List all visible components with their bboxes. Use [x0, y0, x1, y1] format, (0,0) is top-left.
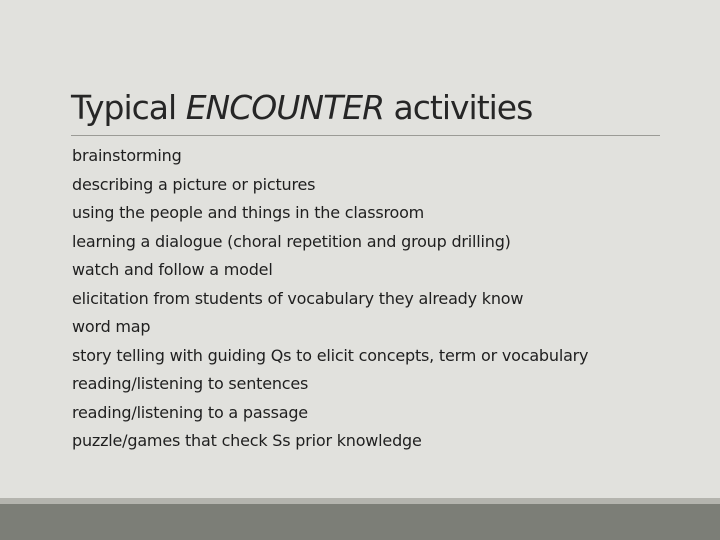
list-item: describing a picture or pictures [72, 174, 316, 194]
title-prefix: Typical [71, 88, 186, 127]
list-item: reading/listening to a passage [72, 402, 308, 422]
title-emphasis: ENCOUNTER [185, 88, 385, 127]
list-item: puzzle/games that check Ss prior knowledge [72, 431, 422, 450]
list-item: learning a dialogue (choral repetition and group drilling) [72, 231, 511, 251]
list-item: using the people and things in the classroom [72, 203, 425, 222]
activity-list [72, 142, 692, 456]
title-divider [71, 135, 660, 136]
list-item: brainstorming [72, 146, 182, 165]
footer-bar [0, 504, 720, 540]
list-item: reading/listening to sentences [72, 374, 309, 393]
list-item: elicitation from students of vocabulary they already know [72, 288, 524, 308]
list-item: word map [72, 317, 151, 336]
slide-title [71, 86, 671, 130]
list-item: story telling with guiding Qs to elicit concepts, term or vocabulary [72, 345, 589, 365]
title-suffix: activities [384, 88, 533, 127]
list-item: watch and follow a model [72, 260, 273, 279]
